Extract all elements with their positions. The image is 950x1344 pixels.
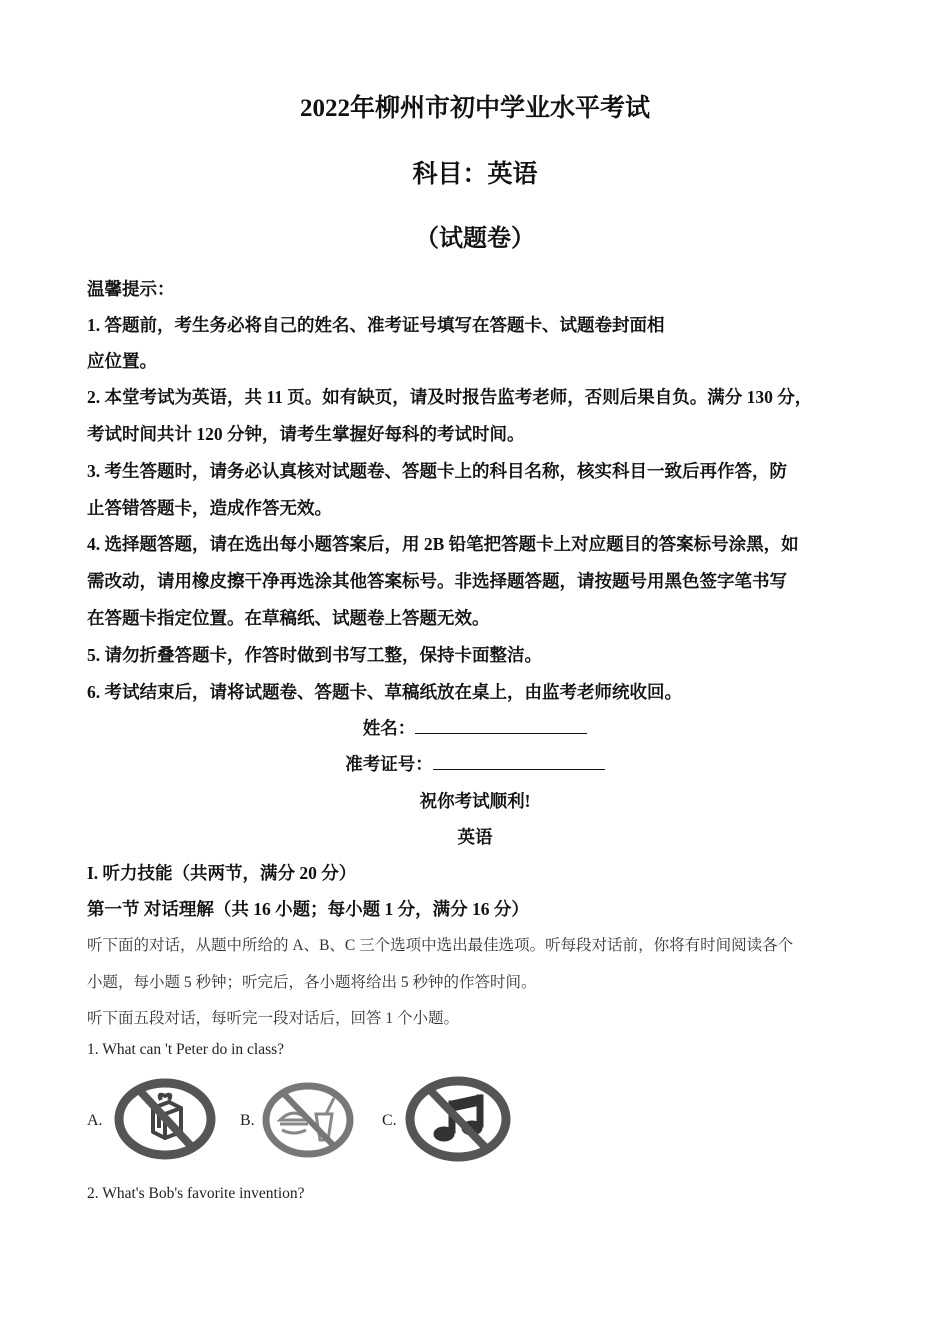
tip-line: 3. 考生答题时，请务必认真核对试题卷、答题卡上的科目名称，核实科目一致后再作答，防	[87, 461, 787, 481]
no-eating-drinking-icon[interactable]	[260, 1080, 356, 1160]
subject-heading: 科目：英语	[412, 161, 538, 188]
option-a-label[interactable]: A.	[87, 1112, 103, 1129]
option-b-label[interactable]: B.	[240, 1112, 255, 1129]
instruction-text: 小题，每小题 5 秒钟；听完后，各小题将给出 5 秒钟的作答时间。	[87, 974, 537, 991]
option-c-label[interactable]: C.	[382, 1112, 397, 1129]
no-gift-box-icon[interactable]	[113, 1078, 217, 1160]
instruction-text: 听下面的对话，从题中所给的 A、B、C 三个选项中选出最佳选项。听每段对话前，你将有时间阅读各个	[87, 937, 794, 954]
tip-line: 2. 本堂考试为英语，共 11 页。如有缺页，请及时报告监考老师，否则后果自负。满分 130 分，	[87, 387, 813, 407]
tip-line: 在答题卡指定位置。在草稿纸、试题卷上答题无效。	[87, 608, 490, 628]
tips-heading: 温馨提示：	[87, 279, 175, 299]
tip-line: 6. 考试结束后，请将试题卷、答题卡、草稿纸放在桌上，由监考老师统收回。	[87, 682, 682, 702]
tip-line: 止答错答题卡，造成作答无效。	[87, 498, 332, 518]
tip-line: 5. 请勿折叠答题卡，作答时做到书写工整，保持卡面整洁。	[87, 645, 542, 665]
tip-line: 考试时间共计 120 分钟，请考生掌握好每科的考试时间。	[87, 424, 525, 444]
part-heading: I. 听力技能（共两节，满分 20 分）	[87, 863, 357, 883]
name-field-row	[0, 715, 950, 740]
name-blank[interactable]	[415, 719, 587, 734]
exam-id-blank[interactable]	[433, 755, 605, 770]
question-2: 2. What's Bob's favorite invention?	[87, 1185, 305, 1202]
exam-id-field-row	[0, 751, 950, 776]
paper-label: （试题卷）	[415, 226, 535, 252]
instruction-text: 听下面五段对话，每听完一段对话后，回答 1 个小题。	[87, 1010, 460, 1027]
exam-id-label: 准考证号：	[345, 754, 433, 774]
exam-title: 2022年柳州市初中学业水平考试	[299, 95, 650, 122]
section-heading: 第一节 对话理解（共 16 小题；每小题 1 分，满分 16 分）	[87, 899, 529, 919]
question-1: 1. What can 't Peter do in class?	[87, 1041, 285, 1058]
name-label: 姓名：	[362, 718, 416, 738]
tip-line: 4. 选择题答题，请在选出每小题答案后，用 2B 铅笔把答题卡上对应题目的答案标号涂黑，如	[87, 534, 799, 554]
tip-line: 应位置。	[87, 351, 157, 371]
subject-label: 英语	[457, 827, 493, 847]
no-music-icon[interactable]	[404, 1076, 512, 1162]
tip-line: 1. 答题前，考生务必将自己的姓名、准考证号填写在答题卡、试题卷封面相	[87, 315, 665, 335]
tip-line: 需改动，请用橡皮擦干净再选涂其他答案标号。非选择题答题，请按题号用黑色签字笔书写	[87, 571, 787, 591]
good-luck-text: 祝你考试顺利!	[419, 791, 531, 811]
